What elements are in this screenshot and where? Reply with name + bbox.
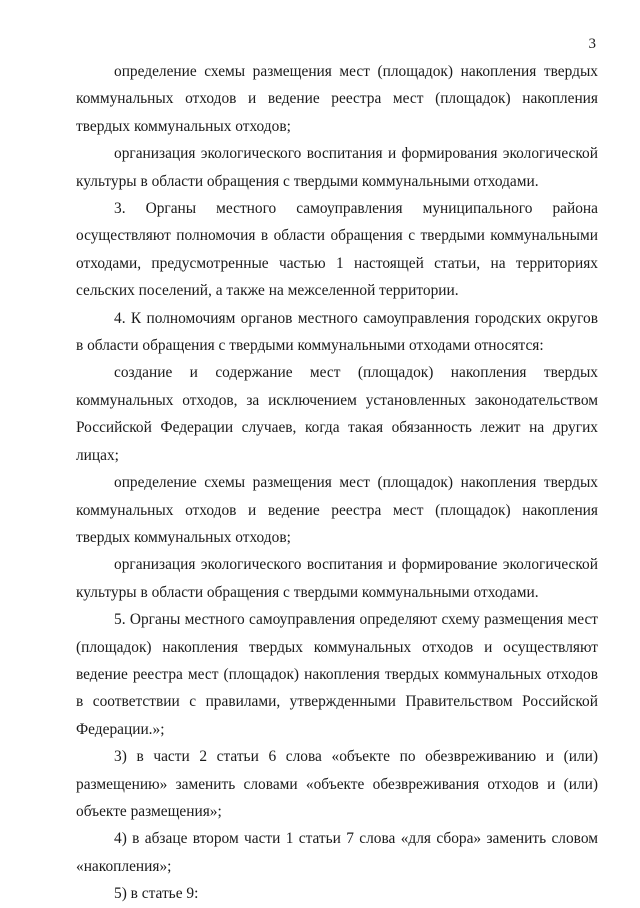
paragraph-clause-3: 3. Органы местного самоуправления муниципального района осуществляют полномочия в области обращения с твердыми коммунальными отходами, предусмотренные частью 1 настоящей статьи, на территориях сельских поселений, а также на межселенной территории. bbox=[76, 200, 598, 300]
paragraph-clause-4: 4. К полномочиям органов местного самоуправления городских округов в области обращения с твердыми коммунальными отходами относятся: bbox=[76, 309, 598, 355]
page-number: 3 bbox=[588, 36, 596, 52]
paragraph-amendment-3: 3) в части 2 статьи 6 слова «объекте по обезвреживанию и (или) размещению» заменить словами «объекте обезвреживания отходов и (или) объекте размещения»; bbox=[76, 748, 598, 820]
paragraph-schema-placement-1: определение схемы размещения мест (площадок) накопления твердых коммунальных отходов и ведение реестра мест (площадок) накопления твердых коммунальных отходов; bbox=[76, 63, 598, 135]
paragraph-amendment-5: 5) в статье 9: bbox=[114, 885, 199, 903]
paragraph-eco-education-2: организация экологического воспитания и формирование экологической культуры в области обращения с твердыми коммунальными отходами. bbox=[76, 556, 598, 601]
paragraph-clause-5: 5. Органы местного самоуправления определяют схему размещения мест (площадок) накопления твердых коммунальных отходов и осуществляют ведение реестра мест (площадок) накопления твердых коммунальных отходов в соответствии с правилами, утвержденными Правительством Российской Федерации.»; bbox=[76, 611, 598, 738]
paragraph-creation-maintenance: создание и содержание мест (площадок) накопления твердых коммунальных отходов, за исключением установленных законодательством Российской Федерации случаев, когда такая обязанность лежит на других лицах; bbox=[76, 364, 598, 464]
document-body bbox=[76, 58, 598, 908]
paragraph-amendment-4: 4) в абзаце втором части 1 статьи 7 слова «для сбора» заменить словом «накопления»; bbox=[76, 830, 598, 875]
paragraph-eco-education-1: организация экологического воспитания и формирования экологической культуры в области обращения с твердыми коммунальными отходами. bbox=[76, 145, 598, 190]
paragraph-schema-placement-2: определение схемы размещения мест (площадок) накопления твердых коммунальных отходов и ведение реестра мест (площадок) накопления твердых коммунальных отходов; bbox=[76, 474, 598, 546]
